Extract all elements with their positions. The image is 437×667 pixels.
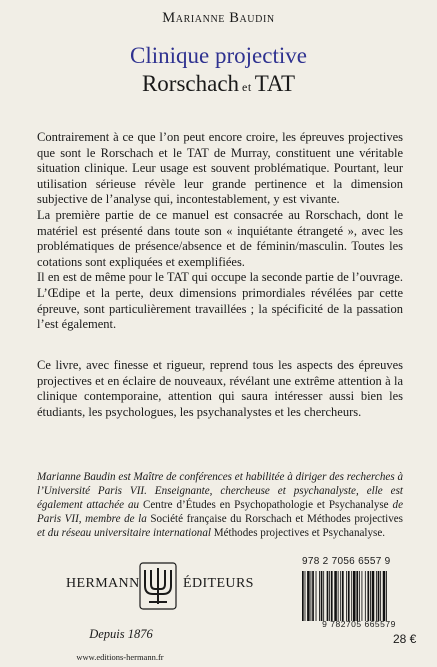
- barcode-digits: 9 782705 665579: [322, 619, 396, 629]
- author-bio: [37, 470, 403, 540]
- barcode-bar: [316, 571, 317, 621]
- barcode-bar: [327, 571, 329, 621]
- barcode-bar: [307, 571, 310, 621]
- subtitle-rorschach: Rorschach: [141, 71, 240, 96]
- subtitle-et: et: [242, 80, 252, 94]
- barcode-bar: [372, 571, 375, 621]
- barcode-bar: [376, 571, 377, 621]
- barcode-bar: [331, 571, 333, 621]
- barcode-bar: [365, 571, 366, 621]
- bio-text-b: Centre d’Études en Psychopathologie et Psychanalyse: [142, 499, 389, 511]
- bio-text-e: et du réseau universitaire international: [37, 527, 214, 539]
- author-name: Marianne Baudin: [162, 10, 275, 26]
- bio-text-d: Société française du Rorschach et Méthodes projectives: [150, 513, 403, 525]
- barcode-bar: [346, 571, 347, 621]
- publisher-since: Depuis 1876: [89, 627, 153, 641]
- barcode-bar: [348, 571, 350, 621]
- barcode-bar: [305, 571, 306, 621]
- blurb-paragraph-rorschach: La première partie de ce manuel est consacrée au Rorschach, dont le matériel est présenté dans toute son « inquiétante étrangeté », avec les problématiques de présence/absence et de féminin/masculin. Toutes les cotations sont expliquées et exemplifiées.: [37, 207, 403, 269]
- publisher-name-left: HERMANN: [66, 576, 140, 591]
- barcode-bar: [378, 571, 380, 621]
- barcode: [300, 571, 418, 621]
- barcode-bar: [329, 571, 330, 621]
- barcode-bar: [323, 571, 324, 621]
- blurb-part-one: [37, 130, 403, 333]
- barcode-bar: [321, 571, 323, 621]
- book-title: Clinique projective: [130, 43, 307, 68]
- price-tag: 28 €: [393, 632, 417, 646]
- blurb-paragraph-intro: Contrairement à ce que l’on peut encore croire, les épreuves projectives que sont le Rorschach et le TAT de Murray, constituent une véritable situation clinique. Leur usage est souvent problématique. Pourtant, leur utilisation sérieuse révèle leur grande pertinence et la dimension subjective de l’analyse qui, incontestablement, y est vivante.: [37, 130, 403, 207]
- isbn-number: 978 2 7056 6557 9: [302, 556, 391, 567]
- barcode-bar: [380, 571, 381, 621]
- blurb-part-two: [37, 358, 403, 420]
- bio-text-g: .: [382, 527, 386, 539]
- barcode-bar: [362, 571, 363, 621]
- blurb-paragraph-tat: Il en est de même pour le TAT qui occupe la seconde partie de l’ouvrage. L’Œdipe et la perte, deux dimensions primordiales révélées par cette épreuve, sont particulièrement travaillées ; la spécificité de la passation l’est également.: [37, 270, 403, 332]
- hermann-logo: [139, 562, 177, 610]
- barcode-bar: [351, 571, 352, 621]
- barcode-bar: [386, 571, 387, 621]
- barcode-bar: [342, 571, 344, 621]
- publisher-website: www.editions-hermann.fr: [76, 652, 164, 662]
- barcode-bar: [334, 571, 337, 621]
- bio-text-a: Marianne Baudin est Maître de conférences et habilitée à diriger des recherches à l’Université Paris VII. Enseignante, chercheuse et psychanalyste, elle est également attachée au: [37, 471, 403, 511]
- book-subtitle: [0, 71, 437, 100]
- barcode-bar: [302, 571, 304, 621]
- publisher-name-right: ÉDITEURS: [183, 576, 254, 591]
- barcode-bar: [370, 571, 371, 621]
- barcode-bar: [383, 571, 386, 621]
- bio-text-c: de Paris VII, membre de la: [37, 499, 403, 525]
- blurb-paragraph-conclusion: Ce livre, avec finesse et rigueur, reprend tous les aspects des épreuves projectives et en éclaire de nouveaux, révélant une extrême attention à la clinique contemporaine, attention qui saura intéresser aussi bien les étudiants, les psychologues, les psychanalystes et les chercheurs.: [37, 358, 403, 419]
- subtitle-tat: TAT: [254, 71, 296, 96]
- barcode-bar: [319, 571, 320, 621]
- bio-text-f: Méthodes projectives et Psychanalyse: [213, 527, 383, 539]
- barcode-bar: [356, 571, 358, 621]
- barcode-bar: [340, 571, 341, 621]
- barcode-bar: [311, 571, 312, 621]
- barcode-bar: [359, 571, 360, 621]
- barcode-bar: [312, 571, 314, 621]
- barcode-bar: [367, 571, 369, 621]
- barcode-bar: [338, 571, 339, 621]
- barcode-bar: [353, 571, 356, 621]
